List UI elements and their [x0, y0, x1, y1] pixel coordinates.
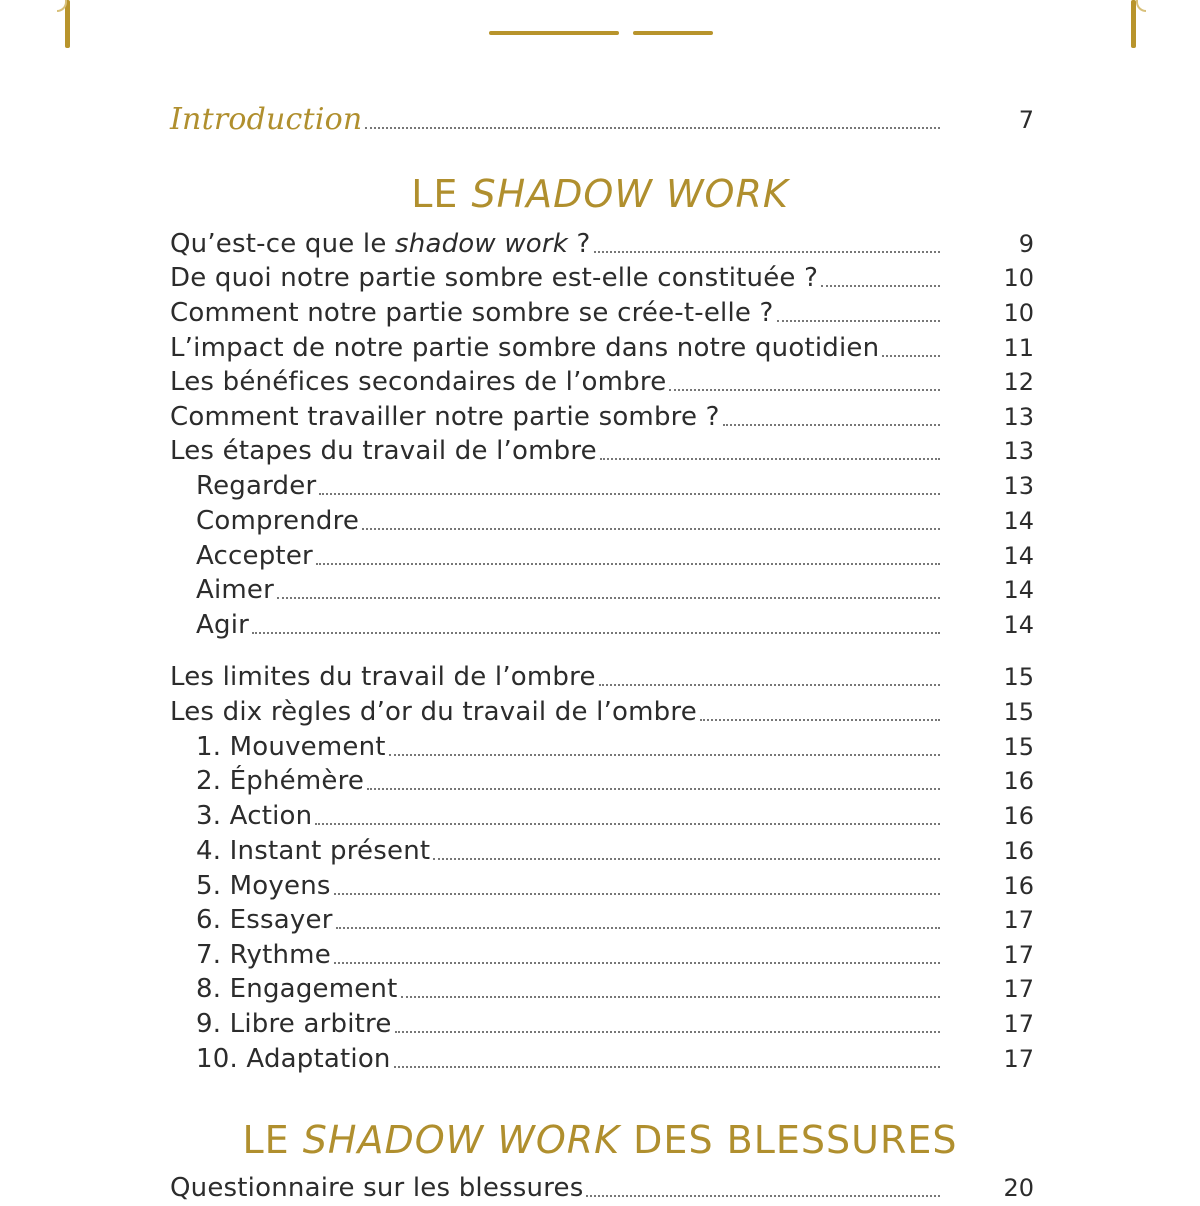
- toc-subentry[interactable]: [170, 1006, 1034, 1042]
- toc-entry-label: Accepter: [196, 541, 313, 571]
- toc-page-number: 16: [1003, 802, 1034, 830]
- toc-subentry[interactable]: [170, 833, 1034, 869]
- dot-leader: [723, 424, 940, 426]
- toc-subentry[interactable]: [170, 798, 1034, 834]
- toc-page-number: 16: [1003, 837, 1034, 865]
- dot-leader: [319, 493, 940, 495]
- toc-entry[interactable]: [170, 433, 1034, 469]
- toc-entry-label: 7. Rythme: [196, 940, 331, 970]
- dot-leader: [365, 127, 940, 129]
- toc-entry-label: 10. Adaptation: [196, 1044, 391, 1074]
- toc-subentry[interactable]: [170, 538, 1034, 574]
- toc-page-number: 16: [1003, 767, 1034, 795]
- toc-page-number: 13: [1003, 472, 1034, 500]
- dot-leader: [336, 927, 940, 929]
- toc-entry-label: 8. Engagement: [196, 974, 398, 1004]
- toc-page-number: 16: [1003, 872, 1034, 900]
- toc-entry-label: 6. Essayer: [196, 905, 333, 935]
- toc-entry-introduction[interactable]: [170, 102, 1034, 138]
- toc-entry-label: Introduction: [170, 102, 363, 137]
- dot-leader: [334, 962, 940, 964]
- toc-entry-label: 9. Libre arbitre: [196, 1009, 392, 1039]
- toc-page-number: 11: [1003, 334, 1034, 362]
- toc-subentry[interactable]: [170, 971, 1034, 1007]
- header-gold-rule-left: [489, 31, 619, 35]
- toc-entry-label: De quoi notre partie sombre est-elle constituée ?: [170, 263, 819, 293]
- toc-entry-label: Agir: [196, 610, 250, 640]
- toc-entry-label: 2. Éphémère: [196, 766, 365, 796]
- toc-entry-label: Les étapes du travail de l’ombre: [170, 436, 597, 466]
- dot-leader: [394, 1066, 940, 1068]
- toc-page-number: 17: [1003, 1010, 1034, 1038]
- toc-subentry[interactable]: [170, 902, 1034, 938]
- dot-leader: [669, 389, 940, 391]
- toc-entry[interactable]: [170, 399, 1034, 435]
- dot-leader: [777, 320, 940, 322]
- toc-entry-label: Les bénéfices secondaires de l’ombre: [170, 367, 667, 397]
- section-title-text: DES BLESSURES: [620, 1118, 958, 1162]
- toc-subentry[interactable]: [170, 763, 1034, 799]
- header-gold-rule-right: [633, 31, 713, 35]
- section-title-italic: SHADOW WORK: [471, 172, 789, 216]
- toc-entry-label: 5. Moyens: [196, 871, 331, 901]
- dot-leader: [401, 996, 940, 998]
- toc-page-number: 9: [1018, 230, 1034, 258]
- toc-subentry[interactable]: [170, 503, 1034, 539]
- toc-subentry[interactable]: [170, 1041, 1034, 1077]
- toc-entry-label: Aimer: [196, 575, 275, 605]
- toc-entry-label: Qu’est-ce que le shadow work ?: [170, 229, 591, 259]
- section-title-shadow-work-blessures: [0, 1118, 1200, 1162]
- dot-leader: [586, 1195, 940, 1197]
- toc-subentry[interactable]: [170, 468, 1034, 504]
- section-title-shadow-work: [0, 172, 1200, 216]
- toc-subentry[interactable]: [170, 572, 1034, 608]
- toc-entry-label: Comprendre: [196, 506, 360, 536]
- dot-leader: [367, 788, 940, 790]
- toc-entry[interactable]: [170, 295, 1034, 331]
- toc-page-number: 17: [1003, 906, 1034, 934]
- toc-page-number: 14: [1003, 507, 1034, 535]
- toc-entry-label: Les dix règles d’or du travail de l’ombre: [170, 697, 697, 727]
- left-gold-post-ornament: [65, 0, 70, 48]
- toc-page-number: 7: [1018, 106, 1034, 134]
- right-gold-post-ornament: [1131, 0, 1136, 48]
- dot-leader: [277, 597, 940, 599]
- toc-page-number: 17: [1003, 1045, 1034, 1073]
- toc-subentry[interactable]: [170, 607, 1034, 643]
- toc-entry[interactable]: [170, 659, 1034, 695]
- toc-entry[interactable]: [170, 694, 1034, 730]
- toc-page-number: 10: [1003, 264, 1034, 292]
- dot-leader: [821, 285, 940, 287]
- toc-page-number: 17: [1003, 941, 1034, 969]
- toc-entry-label: 1. Mouvement: [196, 732, 386, 762]
- dot-leader: [599, 684, 940, 686]
- dot-leader: [334, 893, 940, 895]
- section-title-text: LE: [242, 1118, 303, 1162]
- dot-leader: [316, 563, 940, 565]
- toc-page-number: 13: [1003, 403, 1034, 431]
- toc-entry[interactable]: [170, 364, 1034, 400]
- toc-page-number: 10: [1003, 299, 1034, 327]
- toc-page-number: 12: [1003, 368, 1034, 396]
- toc-entry[interactable]: [170, 1170, 1034, 1206]
- toc-page-number: 17: [1003, 975, 1034, 1003]
- toc-page-number: 15: [1003, 698, 1034, 726]
- toc-entry-label: Regarder: [196, 471, 317, 501]
- dot-leader: [433, 858, 940, 860]
- toc-entry-label: Comment notre partie sombre se crée-t-elle ?: [170, 298, 774, 328]
- dot-leader: [395, 1031, 940, 1033]
- dot-leader: [389, 754, 940, 756]
- section-title-text: LE: [411, 172, 472, 216]
- toc-entry-label: Comment travailler notre partie sombre ?: [170, 402, 720, 432]
- dot-leader: [252, 632, 940, 634]
- toc-page-number: 20: [1003, 1174, 1034, 1202]
- toc-entry-label: L’impact de notre partie sombre dans notre quotidien: [170, 333, 880, 363]
- dot-leader: [594, 251, 941, 253]
- toc-entry[interactable]: [170, 330, 1034, 366]
- toc-page-number: 14: [1003, 611, 1034, 639]
- toc-page-number: 14: [1003, 576, 1034, 604]
- toc-subentry[interactable]: [170, 868, 1034, 904]
- toc-entry-label: Questionnaire sur les blessures: [170, 1173, 584, 1203]
- dot-leader: [362, 528, 940, 530]
- dot-leader: [882, 355, 940, 357]
- dot-leader: [315, 823, 940, 825]
- section-title-italic: SHADOW WORK: [302, 1118, 621, 1162]
- right-flourish-ornament: [1136, 0, 1146, 12]
- toc-entry-label: 4. Instant présent: [196, 836, 431, 866]
- toc-page-number: 15: [1003, 733, 1034, 761]
- dot-leader: [700, 719, 940, 721]
- toc-entry[interactable]: [170, 226, 1034, 262]
- toc-page-number: 13: [1003, 437, 1034, 465]
- dot-leader: [600, 458, 940, 460]
- toc-page-number: 14: [1003, 542, 1034, 570]
- toc-entry-label: Les limites du travail de l’ombre: [170, 662, 596, 692]
- toc-subentry[interactable]: [170, 729, 1034, 765]
- toc-subentry[interactable]: [170, 937, 1034, 973]
- toc-page-number: 15: [1003, 663, 1034, 691]
- toc-entry-label: 3. Action: [196, 801, 313, 831]
- toc-entry[interactable]: [170, 260, 1034, 296]
